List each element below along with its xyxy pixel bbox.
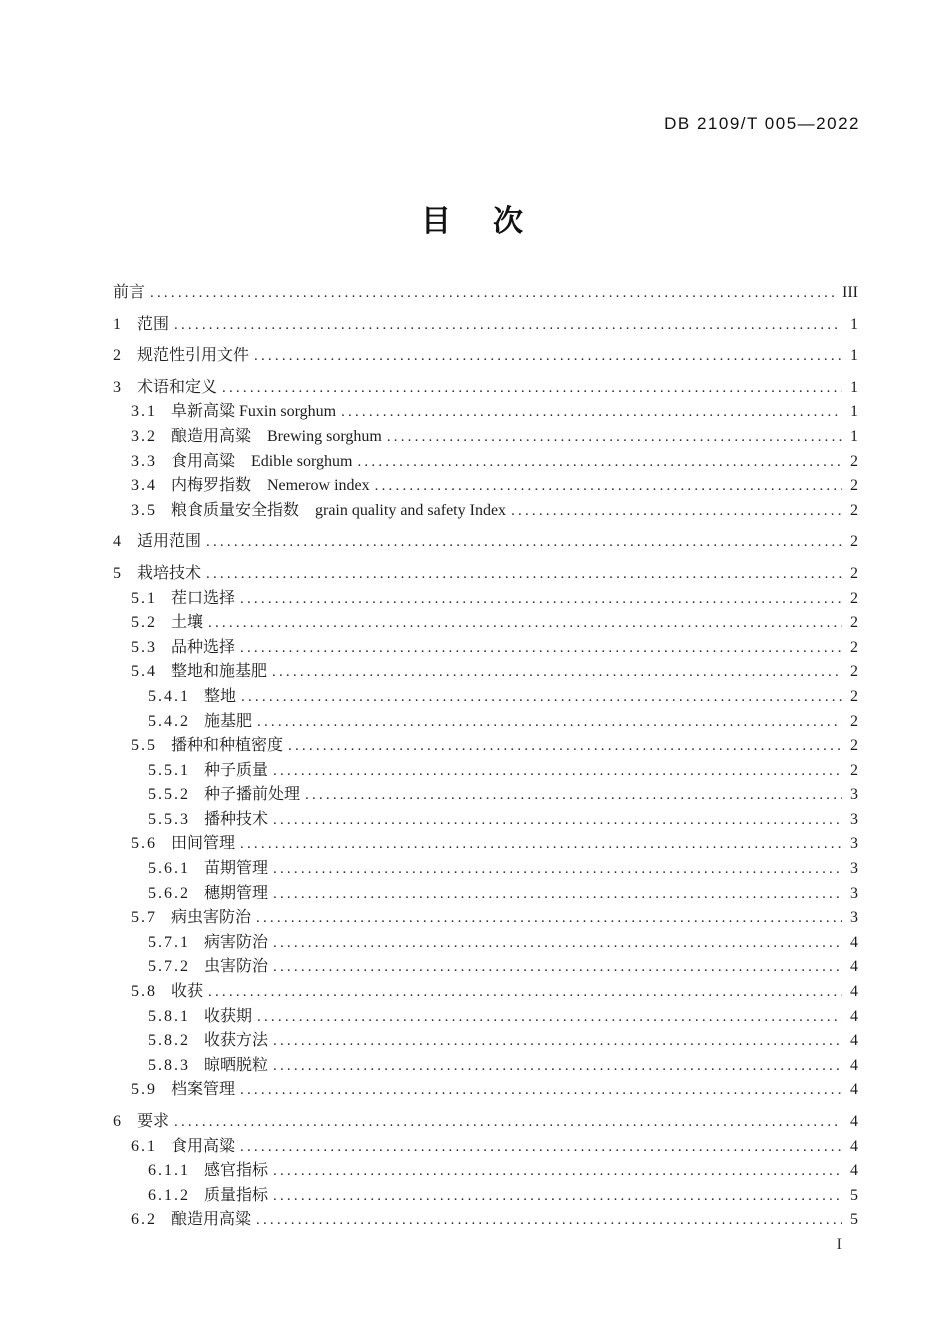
toc-entry-number: 5.7.1 <box>148 933 190 951</box>
toc-entry-page: 1 <box>850 427 858 445</box>
toc-entry-label: 质量指标 <box>204 1186 269 1204</box>
toc-entry-label: 前言 <box>113 284 146 301</box>
toc-entry <box>113 611 858 636</box>
toc-leader-dots <box>174 313 842 338</box>
toc-entry-number: 5.8.3 <box>148 1056 190 1074</box>
toc-leader-dots <box>273 955 842 980</box>
toc-entry-label: 栽培技术 <box>137 564 202 582</box>
toc-entry-label: 食用高粱 <box>171 1137 236 1155</box>
toc-entry-number: 1 <box>113 315 123 333</box>
toc-entry <box>113 685 858 710</box>
toc-entry-label: 苗期管理 <box>204 860 269 878</box>
toc-leader-dots <box>511 499 842 524</box>
toc-entry-page: III <box>842 284 858 301</box>
toc-entry-label: 感官指标 <box>204 1162 269 1180</box>
toc-leader-dots <box>305 783 842 808</box>
toc-entry-page: 4 <box>850 1056 858 1074</box>
toc-entry-label: 播种和种植密度 <box>171 737 284 755</box>
toc-entry-label: 适用范围 <box>137 533 202 551</box>
toc-entry-page: 1 <box>850 378 858 396</box>
toc-entry <box>113 660 858 685</box>
toc-leader-dots <box>208 611 842 636</box>
toc-entry-label: 酿造用高粱 <box>171 1211 252 1229</box>
toc-entry-page: 1 <box>850 347 858 365</box>
toc-entry <box>113 808 858 833</box>
toc-entry-label: 食用高粱 Edible sorghum <box>171 452 353 470</box>
toc-leader-dots <box>206 562 842 587</box>
toc-entry <box>113 1184 858 1209</box>
toc-entry <box>113 1078 858 1103</box>
toc-leader-dots <box>273 882 842 907</box>
toc-entry-label: 茬口选择 <box>171 589 236 607</box>
toc-entry-page: 5 <box>850 1186 858 1204</box>
toc-entry-number: 5.6.2 <box>148 884 190 902</box>
toc-entry-label: 范围 <box>137 315 170 333</box>
toc-entry <box>113 1208 858 1233</box>
toc-leader-dots <box>240 636 842 661</box>
toc-entry-number: 6.1 <box>131 1137 157 1155</box>
toc-entry <box>113 499 858 524</box>
toc-entry <box>113 530 858 555</box>
toc-entry-page: 2 <box>850 663 858 681</box>
toc-leader-dots <box>150 281 834 306</box>
toc-entry-number: 5.1 <box>131 589 157 607</box>
toc-entry <box>113 450 858 475</box>
toc-entry-number: 3.5 <box>131 501 157 519</box>
toc-entry-label: 穗期管理 <box>204 884 269 902</box>
toc-entry-number: 2 <box>113 347 123 365</box>
toc-entry <box>113 1159 858 1184</box>
toc-entry-page: 4 <box>850 1137 858 1155</box>
toc-entry-page: 5 <box>850 1211 858 1229</box>
toc-entry-number: 5.7 <box>131 909 157 927</box>
toc-leader-dots <box>257 710 842 735</box>
toc-entry-number: 5.8.2 <box>148 1032 190 1050</box>
toc-leader-dots <box>273 1159 842 1184</box>
toc-entry-page: 3 <box>850 835 858 853</box>
toc-entry <box>113 710 858 735</box>
toc-entry-page: 4 <box>850 933 858 951</box>
toc-entry <box>113 376 858 401</box>
document-header <box>664 114 860 134</box>
toc-entry-page: 3 <box>850 884 858 902</box>
toc-entry <box>113 882 858 907</box>
toc-leader-dots <box>273 1029 842 1054</box>
toc-entry-page: 2 <box>850 452 858 470</box>
toc-entry-page: 2 <box>850 533 858 551</box>
toc-entry <box>113 906 858 931</box>
toc-entry-page: 2 <box>850 737 858 755</box>
toc-leader-dots <box>273 1184 842 1209</box>
toc-entry-page: 2 <box>850 712 858 730</box>
toc-entry-number: 5.4.1 <box>148 687 190 705</box>
toc-entry-label: 酿造用高粱 Brewing sorghum <box>171 427 382 445</box>
toc-entry-label: 收获期 <box>204 1007 253 1025</box>
toc-entry-number: 5.8.1 <box>148 1007 190 1025</box>
toc-leader-dots <box>222 376 842 401</box>
toc-entry-label: 田间管理 <box>171 835 236 853</box>
toc-leader-dots <box>375 474 842 499</box>
toc-entry-number: 4 <box>113 533 123 551</box>
toc-entry-number: 5.6 <box>131 835 157 853</box>
toc-entry <box>113 980 858 1005</box>
toc-entry-number: 5.3 <box>131 638 157 656</box>
toc-entry-number: 5.4 <box>131 663 157 681</box>
toc-entry-label: 晾晒脱粒 <box>204 1056 269 1074</box>
toc-entry <box>113 1110 858 1135</box>
toc-entry <box>113 1029 858 1054</box>
toc-entry <box>113 759 858 784</box>
toc-entry-label: 品种选择 <box>171 638 236 656</box>
toc-entry-label: 整地和施基肥 <box>171 663 268 681</box>
toc-leader-dots <box>288 734 842 759</box>
toc-entry <box>113 1135 858 1160</box>
toc-entry <box>113 832 858 857</box>
toc-entry <box>113 281 858 306</box>
toc-entry <box>113 587 858 612</box>
toc-leader-dots <box>174 1110 842 1135</box>
toc-entry-number: 3.3 <box>131 452 157 470</box>
toc-entry-label: 土壤 <box>171 614 204 632</box>
toc-entry-page: 1 <box>850 315 858 333</box>
toc-entry-page: 2 <box>850 687 858 705</box>
toc-entry <box>113 1005 858 1030</box>
toc-leader-dots <box>273 808 842 833</box>
toc-leader-dots <box>273 857 842 882</box>
toc-leader-dots <box>273 1054 842 1079</box>
page-title: 目 次 <box>421 205 529 238</box>
toc-entry <box>113 955 858 980</box>
toc-entry-page: 4 <box>850 958 858 976</box>
toc-leader-dots <box>272 660 842 685</box>
toc-entry-number: 5.2 <box>131 614 157 632</box>
toc-entry-number: 5.4.2 <box>148 712 190 730</box>
toc-entry-number: 6.1.1 <box>148 1162 190 1180</box>
toc-entry-label: 规范性引用文件 <box>137 347 250 365</box>
toc-entry-number: 5 <box>113 564 123 582</box>
page-footer <box>837 1236 842 1254</box>
toc-entry-page: 3 <box>850 909 858 927</box>
toc-entry-label: 种子质量 <box>204 761 269 779</box>
toc-entry-number: 3.4 <box>131 477 157 495</box>
toc-leader-dots <box>273 759 842 784</box>
table-of-contents <box>113 281 858 1233</box>
toc-entry-label: 播种技术 <box>204 810 269 828</box>
toc-leader-dots <box>357 450 842 475</box>
toc-entry-label: 收获 <box>171 983 204 1001</box>
toc-entry-page: 4 <box>850 1162 858 1180</box>
toc-leader-dots <box>256 906 842 931</box>
toc-entry-number: 5.5.3 <box>148 810 190 828</box>
toc-entry-number: 5.5.2 <box>148 786 190 804</box>
toc-entry-page: 4 <box>850 983 858 1001</box>
toc-entry <box>113 344 858 369</box>
toc-entry-label: 收获方法 <box>204 1032 269 1050</box>
toc-leader-dots <box>273 931 842 956</box>
toc-leader-dots <box>206 530 842 555</box>
toc-entry-page: 4 <box>850 1113 858 1130</box>
toc-entry-page: 2 <box>850 638 858 656</box>
toc-entry <box>113 783 858 808</box>
toc-entry-label: 术语和定义 <box>137 378 218 396</box>
toc-leader-dots <box>240 1135 842 1160</box>
toc-entry-number: 5.8 <box>131 983 157 1001</box>
toc-entry <box>113 1054 858 1079</box>
toc-entry-label: 整地 <box>204 687 237 705</box>
toc-entry-page: 3 <box>850 810 858 828</box>
toc-entry <box>113 313 858 338</box>
toc-entry <box>113 857 858 882</box>
toc-entry-number: 3.1 <box>131 403 157 421</box>
toc-entry <box>113 734 858 759</box>
toc-entry-page: 4 <box>850 1032 858 1050</box>
toc-entry-label: 病害防治 <box>204 933 269 951</box>
toc-entry-number: 5.5 <box>131 737 157 755</box>
toc-leader-dots <box>241 685 842 710</box>
toc-entry-page: 4 <box>850 1081 858 1099</box>
toc-entry-label: 施基肥 <box>204 712 253 730</box>
toc-leader-dots <box>240 1078 842 1103</box>
toc-entry-page: 3 <box>850 860 858 878</box>
toc-leader-dots <box>208 980 842 1005</box>
toc-entry-label: 阜新高粱 Fuxin sorghum <box>171 403 337 421</box>
toc-entry-number: 6.2 <box>131 1211 157 1229</box>
toc-leader-dots <box>257 1005 842 1030</box>
toc-entry-number: 3.2 <box>131 427 157 445</box>
toc-entry-number: 5.6.1 <box>148 860 190 878</box>
toc-entry-number: 6.1.2 <box>148 1186 190 1204</box>
toc-entry-label: 种子播前处理 <box>204 786 301 804</box>
toc-leader-dots <box>256 1208 842 1233</box>
toc-leader-dots <box>240 587 842 612</box>
toc-entry-number: 5.5.1 <box>148 761 190 779</box>
toc-entry-page: 1 <box>850 403 858 421</box>
toc-entry-label: 要求 <box>137 1113 170 1130</box>
toc-entry-page: 2 <box>850 614 858 632</box>
toc-leader-dots <box>387 425 842 450</box>
toc-entry-number: 5.7.2 <box>148 958 190 976</box>
toc-entry <box>113 636 858 661</box>
footer-page-number: I <box>836 1236 842 1253</box>
standard-number: DB 2109/T 005—2022 <box>664 114 860 133</box>
toc-entry-page: 4 <box>850 1007 858 1025</box>
toc-entry-page: 2 <box>850 761 858 779</box>
toc-entry-number: 3 <box>113 378 123 396</box>
toc-entry <box>113 562 858 587</box>
toc-entry-page: 2 <box>850 564 858 582</box>
toc-entry-page: 2 <box>850 501 858 519</box>
toc-entry-page: 3 <box>850 786 858 804</box>
toc-entry-page: 2 <box>850 589 858 607</box>
toc-entry <box>113 425 858 450</box>
toc-entry-label: 内梅罗指数 Nemerow index <box>171 477 370 495</box>
toc-entry <box>113 474 858 499</box>
toc-leader-dots <box>254 344 842 369</box>
toc-entry-label: 病虫害防治 <box>171 909 252 927</box>
toc-entry-label: 虫害防治 <box>204 958 269 976</box>
toc-entry-page: 2 <box>850 477 858 495</box>
toc-entry-number: 5.9 <box>131 1081 157 1099</box>
toc-entry <box>113 931 858 956</box>
toc-entry <box>113 400 858 425</box>
toc-entry-label: 档案管理 <box>171 1081 236 1099</box>
toc-leader-dots <box>240 832 842 857</box>
toc-leader-dots <box>341 400 842 425</box>
toc-entry-number: 6 <box>113 1113 123 1130</box>
toc-entry-label: 粮食质量安全指数 grain quality and safety Index <box>171 501 507 519</box>
